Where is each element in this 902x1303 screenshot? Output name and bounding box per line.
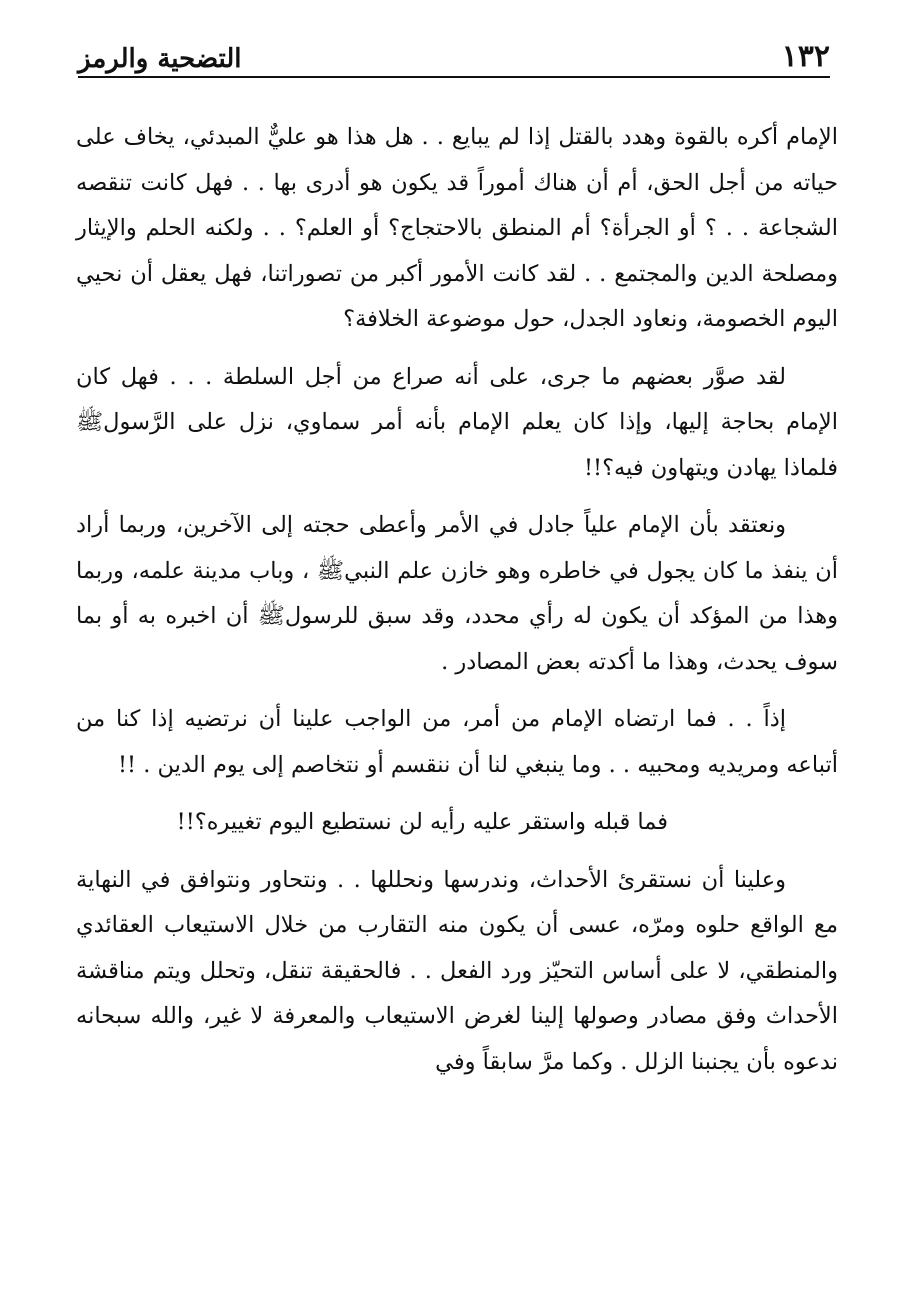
paragraph-2: لقد صوَّر بعضهم ما جرى، على أنه صراع من أجل السلطة . . . فهل كان الإمام بحاجة إليها، وإذا كان يعلم الإمام بأنه أمر سماوي، نزل على الرَّسولﷺ فلماذا يهادن ويتهاون فيه؟!! [76,363,838,481]
running-title: التضحية والرمز [78,44,242,74]
paragraph-3: ونعتقد بأن الإمام علياً جادل في الأمر وأعطى حجته إلى الآخرين، وربما أراد أن ينفذ ما كان يجول في خاطره وهو خازن علم النبيﷺ ، وباب مدينة علمه، وربما وهذا من المؤكد أن يكون له رأي محدد، وقد سبق للرسولﷺ أن اخبره به أو بما سوف يحدث، وهذا ما أكدته بعض المصادر . [76,512,838,675]
paragraph-6: وعلينا أن نستقرئ الأحداث، وندرسها ونحللها . . ونتحاور ونتوافق في النهاية مع الواقع حلوه ومرّه، عسى أن يكون منه التقارب من خلال الاستيعاب العقائدي والمنطقي، لا على أساس التحيّز ورد الفعل . . فالحقيقة تنقل، وتحلل ويتم مناقشة الأحداث وفق مصادر وصولها إلينا لغرض الاستيعاب والمعرفة لا غير، والله سبحانه ندعوه بأن يجنبنا الزلل . وكما مرَّ سابقاً وفي [76,866,838,1075]
page-header [78,28,830,78]
paragraph-5: فما قبله واستقر عليه رأيه لن نستطيع اليوم تغييره؟!! [176,809,668,835]
page-number: ١٣٢ [781,39,830,74]
paragraph-4: إذاً . . فما ارتضاه الإمام من أمر، من الواجب علينا أن نرتضيه إذا كنا من أتباعه ومريديه ومحبيه . . وما ينبغي لنا أن ننقسم أو نتخاصم إلى يوم الدين . !! [76,706,838,778]
body-text [76,115,838,1097]
paragraph-1: الإمام أكره بالقوة وهدد بالقتل إذا لم يبايع . . هل هذا هو عليٌّ المبدئي، يخاف على حياته من أجل الحق، أم أن هناك أموراً قد يكون هو أدرى بها . . فهل كانت تنقصه الشجاعة . . ؟ أو الجرأة؟ أم المنطق بالاحتجاج؟ أو العلم؟ . . ولكنه الحلم والإيثار ومصلحة الدين والمجتمع . . لقد كانت الأمور أكبر من تصوراتنا، فهل يعقل أن نحيي اليوم الخصومة، ونعاود الجدل، حول موضوعة الخلافة؟ [76,124,838,332]
